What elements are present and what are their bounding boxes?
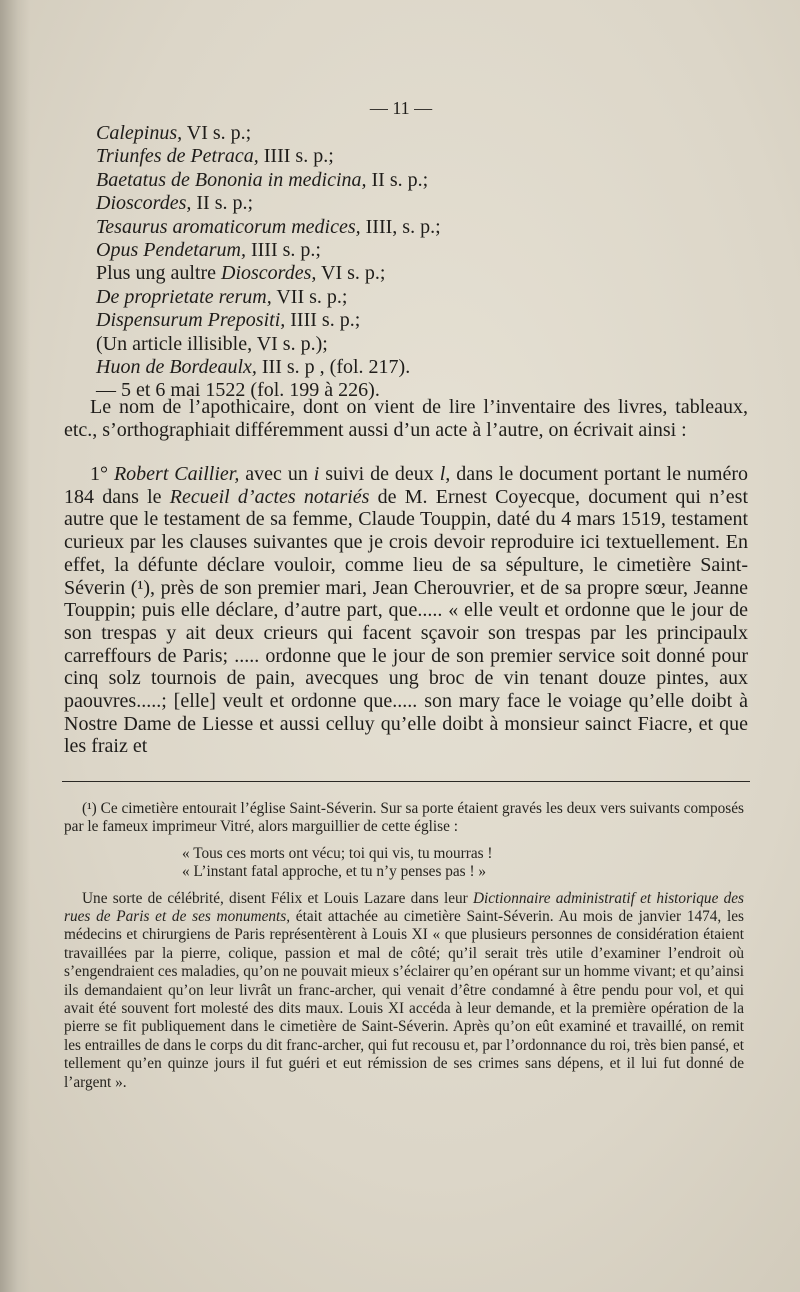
inventory-item: — 5 et 6 mai 1522 (fol. 199 à 226). — [96, 379, 380, 402]
footnote — [64, 800, 744, 1092]
inventory-item: Calepinus, VI s. p.; — [96, 122, 252, 144]
inventory-item: Dioscordes, II s. p.; — [96, 192, 254, 215]
paragraph-robert-caillier: 1° Robert Caillier, avec un i suivi de deux l, dans le document portant le numéro 184 dans le Recueil d’actes notariés de M. Ernest Coyecque, document qui n’est autre que le testament de sa femme, Claude Touppin, daté du 4 mars 1519, testament curieux par les clauses suivantes que je crois devoir reproduire ici textuellement. En effet, la défunte déclare vouloir, comme lieu de sa sépulture, le cimetière Saint-Séverin (¹), près de son premier mari, Jean Cherouvrier, et de sa propre sœur, Jeanne Touppin; puis elle déclare, d’autre part, que..... « elle veult et ordonne que le jour de son trespas y ait deux crieurs qui facent sçavoir son trespas par les principaulx carreffours de Paris; ..... ordonne que le jour de son premier service soit donné pour cinq solz tournois de pain, avecques ung broc de vin tenant douze pintes, aux paouvres.....; [elle] veult et ordonne que..... son mary face le voiage qu’elle doibt à Nostre Dame de Liesse et aussi celluy qu’elle doibt à monsieur sainct Fiacre, et que les fraiz et — [64, 463, 749, 758]
inventory-item: Dispensurum Prepositi, IIII s. p.; — [96, 309, 361, 332]
inventory-item: Tesaurus aromaticorum medices, IIII, s. p.; — [96, 215, 441, 238]
inventory-item: Opus Pendetarum, IIII s. p.; — [96, 239, 321, 262]
footnote-verse: « Tous ces morts ont vécu; toi qui vis, tu mourras ! — [182, 844, 493, 862]
inventory-item: Triunfes de Petraca, IIII s. p.; — [96, 145, 334, 168]
inventory-item: (Un article illisible, VI s. p.); — [96, 332, 328, 355]
inventory-item: Huon de Bordeaulx, III s. p , (fol. 217). — [96, 356, 411, 379]
footnote-intro: (¹) Ce cimetière entourait l’église Saint-Séverin. Sur sa porte étaient gravés les deux vers suivants composés par le fameux imprimeur Vitré, alors marguillier de cette église : — [64, 800, 744, 836]
page-number: — 11 — — [369, 98, 433, 118]
footnote-verse: « L’instant fatal approche, et tu n’y penses pas ! » — [182, 863, 487, 881]
footnote-body: Une sorte de célébrité, disent Félix et Louis Lazare dans leur Dictionnaire administratif et historique des rues de Paris et de ses monuments, était attachée au cimetière Saint-Séverin. Au mois de janvier 1474, les médecins et chirurgiens de Paris représentèrent à Louis XI « que plusieurs personnes de considération étaient travaillées par la pierre, colique, passion et mal de côté; qu’il serait très utile d’examiner l’endroit où s’engendraient ces maladies, qu’on ne pouvait mieux s’éclairer qu’en opérant sur un homme vivant; et qu’ainsi ils demandaient qu’on leur livrât un franc-archer, qui venait d’être condamné à être pendu pour vol, et qui avait été souvent fort molesté des dits maux. Louis XI accéda à leur demande, et la première opération de la pierre se fit publiquement dans le cimetière de Saint-Séverin. Après qu’on eût examiné et travaillé, on remit les entrailles de dans le corps du dit franc-archer, qui fut recousu et, par l’ordonnance du roi, très bien pansé, et tellement qu’en quinze jours il fut guéri et eut rémission de ses crimes sans dépens, et il lui fut donné de l’argent ». — [64, 889, 744, 1091]
footnote-divider — [62, 781, 750, 782]
inventory-list — [96, 122, 616, 403]
binding-shadow — [0, 0, 30, 1292]
inventory-item: De proprietate rerum, VII s. p.; — [96, 285, 348, 308]
inventory-item: Baetatus de Bononia in medicina, II s. p.; — [96, 168, 429, 191]
inventory-item: Plus ung aultre Dioscordes, VI s. p.; — [96, 262, 386, 285]
paragraph-name-spelling: Le nom de l’apothicaire, dont on vient de lire l’inventaire des livres, tableaux, etc., s’orthographiait différemment aussi d’un acte à l’autre, on écrivait ainsi : — [64, 396, 748, 441]
